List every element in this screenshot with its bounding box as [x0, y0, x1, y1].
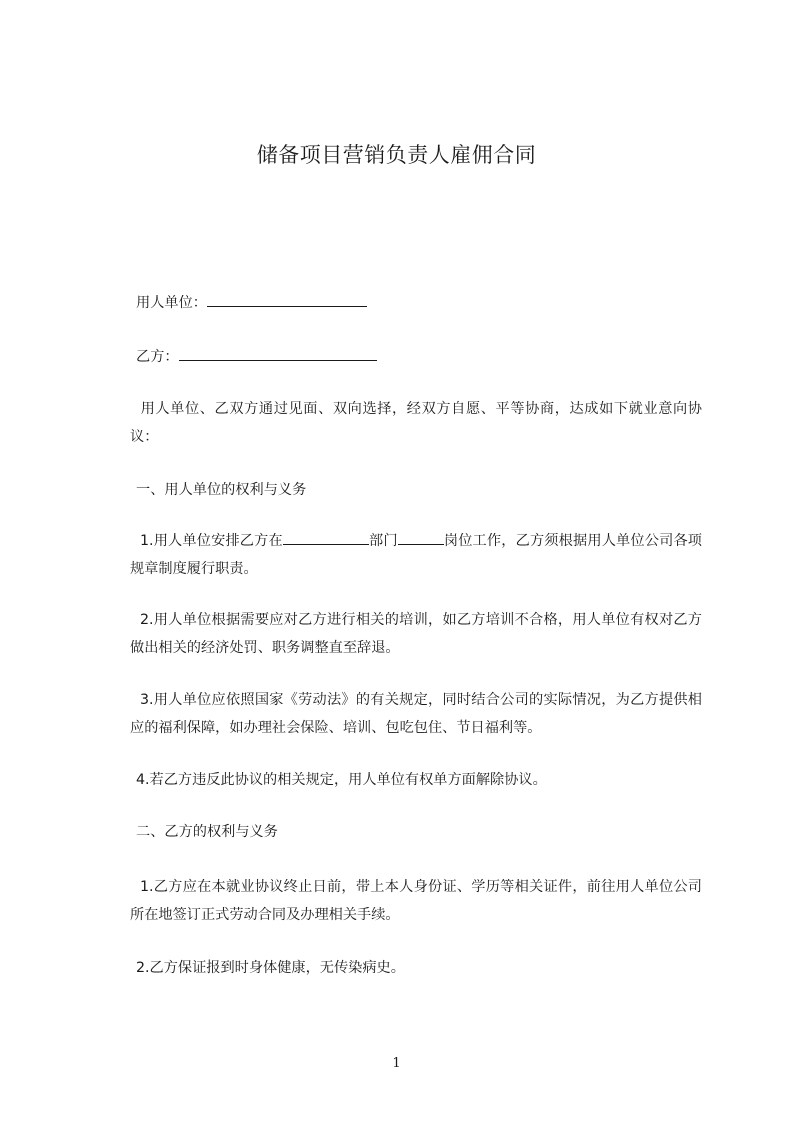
item2-text: 2.用人单位根据需要应对乙方进行相关的培训，如乙方培训不合格，用人单位有权对乙方做出相关的经济处罚、职务调整直至辞退。 [130, 612, 702, 656]
party-b-label: 乙方： [136, 349, 179, 365]
position-blank[interactable] [398, 529, 444, 545]
item1-text-b: 部门 [368, 533, 398, 549]
section1-item2 [130, 606, 702, 662]
section2-item1 [130, 873, 702, 929]
item1-text-c: 岗位工作，乙方须根据用人单位公司各项规章制度履行职责。 [130, 533, 702, 577]
page-number: 1 [392, 1056, 401, 1071]
s2-item2-text: 2.乙方保证报到时身体健康，无传染病史。 [136, 960, 405, 976]
section1-item4 [130, 766, 702, 794]
party-b-field [136, 345, 377, 367]
party-b-blank[interactable] [179, 345, 377, 361]
department-blank[interactable] [283, 529, 369, 545]
section2-heading: 二、乙方的权利与义务 [136, 824, 278, 840]
section1-item1 [130, 527, 702, 583]
intro-text: 用人单位、乙双方通过见面、双向选择，经双方自愿、平等协商，达成如下就业意向协议： [130, 401, 702, 445]
s2-item1-text: 1.乙方应在本就业协议终止日前，带上本人身份证、学历等相关证件，前往用人单位公司所在地签订正式劳动合同及办理相关手续。 [130, 879, 702, 923]
intro-paragraph [130, 395, 702, 451]
section2-item2 [130, 954, 702, 982]
document-title: 储备项目营销负责人雇佣合同 [256, 143, 537, 167]
employer-label: 用人单位： [136, 295, 207, 311]
item3-text: 3.用人单位应依照国家《劳动法》的有关规定，同时结合公司的实际情况，为乙方提供相应的福利保障，如办理社会保险、培训、包吃包住、节日福利等。 [130, 692, 702, 736]
item1-text-a: 1.用人单位安排乙方在 [140, 533, 283, 549]
section1-heading: 一、用人单位的权利与义务 [136, 482, 307, 498]
employer-field [136, 291, 367, 313]
item4-text: 4.若乙方违反此协议的相关规定，用人单位有权单方面解除协议。 [136, 772, 547, 788]
employer-blank[interactable] [207, 291, 367, 307]
section1-item3 [130, 686, 702, 742]
